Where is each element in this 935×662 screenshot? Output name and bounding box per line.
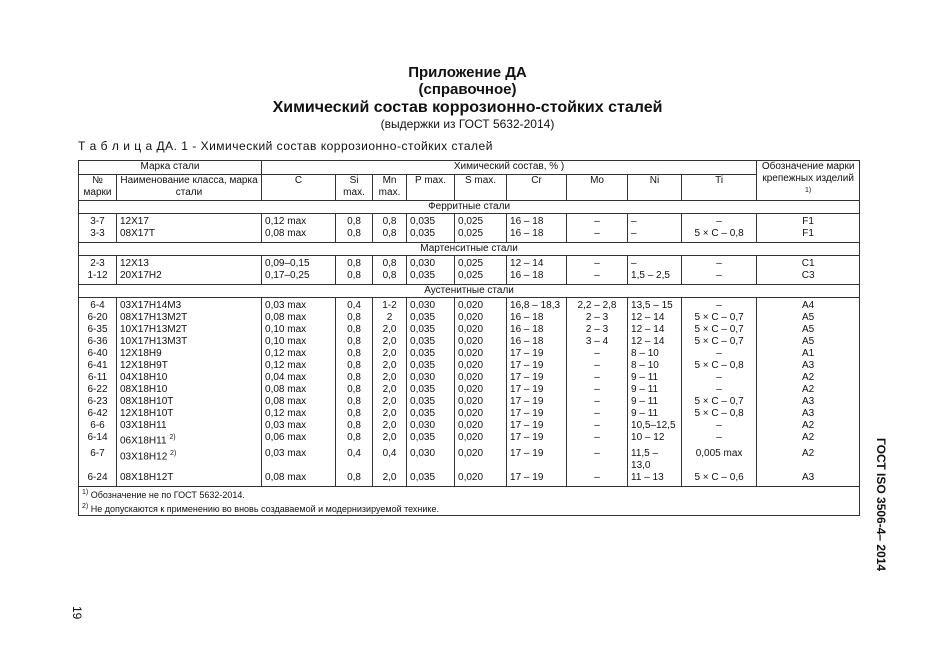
steel-name-text: 04Х18Н10 (120, 372, 168, 384)
cell-s: 0,020 (455, 384, 507, 396)
cell-p: 0,035 (407, 336, 455, 348)
cell-cr: 16,8 – 18,3 (507, 298, 567, 313)
steel-name-text: 10Х17Н13М3Т (120, 336, 188, 348)
cell-s: 0,020 (455, 348, 507, 360)
cell-c: 0,12 max (262, 214, 336, 229)
footnote-row (79, 486, 860, 501)
section-header-row (79, 243, 860, 256)
table-row (79, 214, 860, 229)
cell-number: 1-12 (79, 270, 117, 285)
cell-number: 6-36 (79, 336, 117, 348)
appendix-subject: Химический состав коррозионно-стойких сталей (272, 99, 663, 116)
document-title-block (0, 64, 935, 131)
cell-mn: 0,8 (373, 256, 407, 271)
cell-s: 0,020 (455, 396, 507, 408)
cell-mn: 2,0 (373, 384, 407, 396)
cell-mn: 0,8 (373, 228, 407, 243)
table-row (79, 256, 860, 271)
footnote-text: Обозначение не по ГОСТ 5632-2014. (88, 489, 245, 500)
header-designation (757, 161, 860, 201)
cell-mo: – (567, 360, 628, 372)
header-name: Наименование класса, марка стали (117, 174, 262, 201)
cell-mn: 2,0 (373, 472, 407, 487)
cell-p: 0,030 (407, 448, 455, 472)
cell-c: 0,12 max (262, 360, 336, 372)
cell-c: 0,12 max (262, 408, 336, 420)
cell-steel-name (117, 448, 262, 472)
cell-mo: – (567, 270, 628, 285)
steel-name-text: 12Х18Н10Т (120, 408, 174, 420)
cell-mo: – (567, 228, 628, 243)
cell-p: 0,035 (407, 432, 455, 447)
cell-si: 0,8 (336, 336, 373, 348)
cell-p: 0,035 (407, 384, 455, 396)
table-row (79, 420, 860, 432)
footnote-text: Не допускаются к применению во вновь создаваемой и модернизируемой технике. (88, 503, 439, 514)
cell-c: 0,10 max (262, 324, 336, 336)
cell-designation: A2 (757, 384, 860, 396)
table-row (79, 348, 860, 360)
cell-mo: – (567, 432, 628, 447)
cell-steel-name (117, 408, 262, 420)
cell-mn: 2,0 (373, 396, 407, 408)
cell-p: 0,035 (407, 360, 455, 372)
steel-name-text: 12Х13 (120, 258, 149, 270)
cell-s: 0,020 (455, 432, 507, 447)
cell-s: 0,020 (455, 372, 507, 384)
cell-c: 0,17–0,25 (262, 270, 336, 285)
cell-ti: 5 × C – 0,8 (682, 228, 757, 243)
cell-designation: A4 (757, 298, 860, 313)
cell-designation: A1 (757, 348, 860, 360)
cell-p: 0,030 (407, 256, 455, 271)
cell-c: 0,03 max (262, 420, 336, 432)
steel-name-text: 12Х18Н9 (120, 348, 162, 360)
chemical-composition-table (78, 160, 860, 516)
cell-mo: 2 – 3 (567, 312, 628, 324)
steel-name-text: 08Х18Н12Т (120, 471, 174, 483)
cell-ti: – (682, 270, 757, 285)
standard-side-label: ГОСТ ISO 3506-4– 2014 (874, 438, 888, 572)
cell-s: 0,020 (455, 312, 507, 324)
section-header-row (79, 285, 860, 298)
cell-mo: – (567, 472, 628, 487)
cell-si: 0,4 (336, 298, 373, 313)
cell-number: 6-20 (79, 312, 117, 324)
steel-name-text: 12Х18Н9Т (120, 360, 168, 372)
cell-mo: – (567, 256, 628, 271)
cell-mn: 0,4 (373, 448, 407, 472)
cell-mo: – (567, 448, 628, 472)
cell-mo: – (567, 384, 628, 396)
cell-s: 0,020 (455, 408, 507, 420)
cell-c: 0,03 max (262, 298, 336, 313)
cell-ti: 5 × C – 0,7 (682, 312, 757, 324)
header-designation-text: Обозначение марки крепежных изделий (761, 161, 855, 184)
cell-steel-name (117, 472, 262, 487)
cell-designation: C1 (757, 256, 860, 271)
cell-c: 0,10 max (262, 336, 336, 348)
cell-s: 0,020 (455, 324, 507, 336)
cell-ti: 5 × C – 0,6 (682, 472, 757, 487)
table-row (79, 472, 860, 487)
cell-cr: 17 – 19 (507, 348, 567, 360)
cell-designation: A3 (757, 472, 860, 487)
cell-c: 0,08 max (262, 472, 336, 487)
header-ni: Ni (628, 174, 682, 201)
cell-mo: – (567, 214, 628, 229)
cell-s: 0,020 (455, 472, 507, 487)
cell-number: 6-6 (79, 420, 117, 432)
steel-name-text: 08Х17Н13М2Т (120, 312, 188, 324)
cell-designation: A2 (757, 372, 860, 384)
cell-cr: 16 – 18 (507, 312, 567, 324)
cell-mn: 2,0 (373, 324, 407, 336)
cell-si: 0,8 (336, 408, 373, 420)
cell-cr: 12 – 14 (507, 256, 567, 271)
cell-p: 0,030 (407, 420, 455, 432)
steel-name-footnote: 2) (170, 449, 177, 457)
cell-mn: 2,0 (373, 408, 407, 420)
cell-number: 6-14 (79, 432, 117, 447)
cell-ni: 8 – 10 (628, 360, 682, 372)
cell-ni: 1,5 – 2,5 (628, 270, 682, 285)
section-title: Аустенитные стали (79, 285, 860, 298)
cell-si: 0,8 (336, 256, 373, 271)
section-header-row (79, 201, 860, 214)
cell-cr: 17 – 19 (507, 472, 567, 487)
cell-ni: 8 – 10 (628, 348, 682, 360)
cell-c: 0,08 max (262, 384, 336, 396)
header-chemical-composition: Химический состав, % ) (262, 161, 757, 175)
cell-mo: – (567, 396, 628, 408)
cell-cr: 16 – 18 (507, 324, 567, 336)
cell-number: 6-40 (79, 348, 117, 360)
cell-cr: 17 – 19 (507, 420, 567, 432)
cell-cr: 17 – 19 (507, 396, 567, 408)
cell-ti: – (682, 372, 757, 384)
cell-designation: A2 (757, 448, 860, 472)
cell-ni: 9 – 11 (628, 408, 682, 420)
page-number: 19 (70, 606, 84, 620)
section-title: Ферритные стали (79, 201, 860, 214)
cell-designation: F1 (757, 228, 860, 243)
cell-ni: 9 – 11 (628, 372, 682, 384)
cell-ti: – (682, 432, 757, 447)
cell-p: 0,035 (407, 408, 455, 420)
cell-ti: – (682, 214, 757, 229)
table-row (79, 298, 860, 313)
table-row (79, 384, 860, 396)
cell-ni: 11 – 13 (628, 472, 682, 487)
cell-c: 0,08 max (262, 228, 336, 243)
cell-steel-name (117, 324, 262, 336)
cell-c: 0,06 max (262, 432, 336, 447)
cell-si: 0,8 (336, 270, 373, 285)
cell-c: 0,12 max (262, 348, 336, 360)
cell-p: 0,035 (407, 324, 455, 336)
cell-s: 0,025 (455, 228, 507, 243)
cell-steel-name (117, 298, 262, 313)
cell-ti: 5 × C – 0,8 (682, 408, 757, 420)
table-row (79, 408, 860, 420)
cell-number: 6-24 (79, 472, 117, 487)
cell-ni: 10 – 12 (628, 432, 682, 447)
cell-mn: 2,0 (373, 336, 407, 348)
cell-steel-name (117, 348, 262, 360)
table-row (79, 324, 860, 336)
header-si: Si max. (336, 174, 373, 201)
footnote (79, 501, 860, 516)
cell-s: 0,020 (455, 448, 507, 472)
appendix-type: (справочное) (418, 81, 517, 98)
cell-steel-name (117, 420, 262, 432)
cell-number: 6-41 (79, 360, 117, 372)
cell-mn: 2,0 (373, 372, 407, 384)
cell-cr: 16 – 18 (507, 270, 567, 285)
steel-name-text: 03Х18Н12 (120, 450, 168, 462)
footnote-mark: 1) (82, 488, 89, 496)
steel-name-text: 20Х17Н2 (120, 270, 162, 282)
cell-si: 0,8 (336, 396, 373, 408)
cell-p: 0,035 (407, 396, 455, 408)
table-row (79, 312, 860, 324)
cell-number: 6-11 (79, 372, 117, 384)
cell-cr: 17 – 19 (507, 408, 567, 420)
cell-c: 0,08 max (262, 396, 336, 408)
header-mn: Mn max. (373, 174, 407, 201)
cell-si: 0,8 (336, 472, 373, 487)
appendix-title: Приложение ДА (408, 64, 527, 81)
footnote-row (79, 501, 860, 516)
cell-si: 0,8 (336, 360, 373, 372)
cell-p: 0,035 (407, 472, 455, 487)
header-s: S max. (455, 174, 507, 201)
cell-mn: 2,0 (373, 348, 407, 360)
cell-cr: 17 – 19 (507, 372, 567, 384)
steel-name-footnote: 2) (169, 434, 176, 442)
cell-si: 0,8 (336, 420, 373, 432)
cell-designation: A3 (757, 360, 860, 372)
cell-ni: 9 – 11 (628, 384, 682, 396)
header-c: C (262, 174, 336, 201)
steel-name-text: 12Х17 (120, 216, 149, 228)
cell-mo: – (567, 348, 628, 360)
cell-number: 6-35 (79, 324, 117, 336)
footnote (79, 486, 860, 501)
table-row (79, 228, 860, 243)
cell-steel-name (117, 336, 262, 348)
steel-name-text: 08Х17Т (120, 228, 156, 240)
steel-name-text: 08Х18Н10Т (120, 396, 174, 408)
cell-mn: 2,0 (373, 360, 407, 372)
section-title: Мартенситные стали (79, 243, 860, 256)
cell-ni: 11,5 – 13,0 (628, 448, 682, 472)
cell-cr: 17 – 19 (507, 432, 567, 447)
cell-number: 3-7 (79, 214, 117, 229)
cell-c: 0,04 max (262, 372, 336, 384)
steel-name-text: 08Х18Н10 (120, 384, 168, 396)
cell-p: 0,035 (407, 228, 455, 243)
cell-ti: – (682, 384, 757, 396)
cell-mo: 3 – 4 (567, 336, 628, 348)
table-row (79, 270, 860, 285)
cell-steel-name (117, 432, 262, 447)
cell-steel-name (117, 312, 262, 324)
cell-p: 0,035 (407, 270, 455, 285)
cell-si: 0,8 (336, 372, 373, 384)
steel-name-text: 03Х18Н11 (120, 420, 167, 432)
cell-ni: 13,5 – 15 (628, 298, 682, 313)
cell-number: 3-3 (79, 228, 117, 243)
cell-ti: – (682, 348, 757, 360)
cell-p: 0,035 (407, 348, 455, 360)
cell-s: 0,025 (455, 214, 507, 229)
cell-designation: C3 (757, 270, 860, 285)
cell-steel-name (117, 360, 262, 372)
cell-p: 0,030 (407, 372, 455, 384)
cell-mn: 2 (373, 312, 407, 324)
cell-steel-name (117, 270, 262, 285)
cell-cr: 16 – 18 (507, 336, 567, 348)
cell-designation: A5 (757, 312, 860, 324)
cell-si: 0,8 (336, 348, 373, 360)
cell-designation: A2 (757, 432, 860, 447)
cell-ni: – (628, 214, 682, 229)
table-row (79, 360, 860, 372)
cell-c: 0,08 max (262, 312, 336, 324)
cell-steel-name (117, 372, 262, 384)
cell-designation: A3 (757, 408, 860, 420)
cell-designation: F1 (757, 214, 860, 229)
cell-s: 0,020 (455, 298, 507, 313)
cell-mo: – (567, 372, 628, 384)
cell-p: 0,035 (407, 214, 455, 229)
cell-mo: 2,2 – 2,8 (567, 298, 628, 313)
table-row (79, 448, 860, 472)
cell-number: 6-4 (79, 298, 117, 313)
cell-steel-name (117, 214, 262, 229)
cell-mo: 2 – 3 (567, 324, 628, 336)
cell-ti: – (682, 298, 757, 313)
cell-steel-name (117, 384, 262, 396)
cell-si: 0,8 (336, 432, 373, 447)
table-row (79, 372, 860, 384)
cell-ni: 12 – 14 (628, 324, 682, 336)
cell-ni: 12 – 14 (628, 336, 682, 348)
cell-s: 0,020 (455, 336, 507, 348)
cell-cr: 16 – 18 (507, 214, 567, 229)
cell-number: 2-3 (79, 256, 117, 271)
header-ti: Ti (682, 174, 757, 201)
cell-ni: 9 – 11 (628, 396, 682, 408)
header-cr: Cr (507, 174, 567, 201)
cell-number: 6-42 (79, 408, 117, 420)
cell-mn: 0,8 (373, 214, 407, 229)
cell-si: 0,8 (336, 384, 373, 396)
cell-mo: – (567, 420, 628, 432)
steel-name-text: 06Х18Н11 (120, 435, 167, 447)
cell-designation: A2 (757, 420, 860, 432)
cell-steel-name (117, 396, 262, 408)
cell-designation: A5 (757, 324, 860, 336)
table-row (79, 432, 860, 447)
table-row (79, 396, 860, 408)
cell-ti: 5 × C – 0,8 (682, 360, 757, 372)
cell-designation: A3 (757, 396, 860, 408)
header-no: № марки (79, 174, 117, 201)
cell-steel-name (117, 228, 262, 243)
cell-cr: 17 – 19 (507, 448, 567, 472)
cell-si: 0,8 (336, 312, 373, 324)
header-p: P max. (407, 174, 455, 201)
cell-s: 0,025 (455, 256, 507, 271)
header-designation-note: 1) (805, 187, 812, 194)
header-steel-grade: Марка стали (79, 161, 262, 175)
cell-p: 0,035 (407, 312, 455, 324)
cell-mn: 0,8 (373, 270, 407, 285)
cell-si: 0,8 (336, 324, 373, 336)
cell-ti: 5 × C – 0,7 (682, 396, 757, 408)
cell-ni: – (628, 228, 682, 243)
cell-cr: 17 – 19 (507, 360, 567, 372)
cell-ti: 5 × C – 0,7 (682, 336, 757, 348)
cell-ti: 5 × C – 0,7 (682, 324, 757, 336)
cell-number: 6-22 (79, 384, 117, 396)
cell-ti: 0,005 max (682, 448, 757, 472)
cell-number: 6-23 (79, 396, 117, 408)
cell-ni: 10,5–12,5 (628, 420, 682, 432)
cell-ni: 12 – 14 (628, 312, 682, 324)
appendix-source: (выдержки из ГОСТ 5632-2014) (380, 117, 555, 131)
cell-mn: 2,0 (373, 420, 407, 432)
cell-si: 0,8 (336, 214, 373, 229)
cell-ti: – (682, 420, 757, 432)
cell-s: 0,020 (455, 420, 507, 432)
cell-ti: – (682, 256, 757, 271)
cell-cr: 17 – 19 (507, 384, 567, 396)
cell-s: 0,020 (455, 360, 507, 372)
cell-si: 0,4 (336, 448, 373, 472)
cell-designation: A5 (757, 336, 860, 348)
table-row (79, 336, 860, 348)
cell-c: 0,09–0,15 (262, 256, 336, 271)
cell-si: 0,8 (336, 228, 373, 243)
steel-name-text: 10Х17Н13М2Т (120, 324, 188, 336)
header-mo: Mo (567, 174, 628, 201)
cell-mn: 2,0 (373, 432, 407, 447)
cell-p: 0,030 (407, 298, 455, 313)
table-caption: Т а б л и ц а ДА. 1 - Химический состав коррозионно-стойких сталей (78, 139, 493, 153)
cell-number: 6-7 (79, 448, 117, 472)
cell-ni: – (628, 256, 682, 271)
cell-s: 0,025 (455, 270, 507, 285)
steel-name-text: 03Х17Н14М3 (120, 300, 182, 312)
cell-mo: – (567, 408, 628, 420)
footnote-mark: 2) (82, 502, 89, 510)
cell-c: 0,03 max (262, 448, 336, 472)
cell-cr: 16 – 18 (507, 228, 567, 243)
cell-steel-name (117, 256, 262, 271)
cell-mn: 1-2 (373, 298, 407, 313)
